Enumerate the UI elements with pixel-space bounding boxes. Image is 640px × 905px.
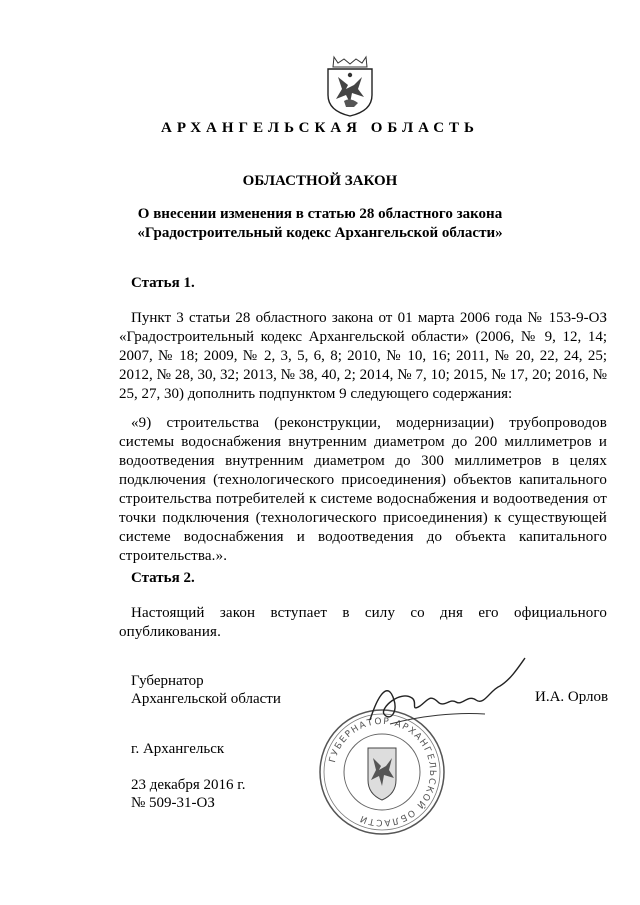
region-name: АРХАНГЕЛЬСКАЯ ОБЛАСТЬ xyxy=(161,120,479,136)
article-2-heading: Статья 2. xyxy=(131,570,195,586)
document-date-number xyxy=(131,776,246,812)
coat-of-arms-emblem-icon xyxy=(324,55,376,117)
signatory-name: И.А. Орлов xyxy=(535,689,609,705)
signatory-position xyxy=(131,672,281,708)
document-number: № 509-31-ОЗ xyxy=(131,795,215,811)
title-line-2: «Градостроительный кодекс Архангельской области» xyxy=(137,225,503,241)
position-line-1: Губернатор xyxy=(131,673,204,689)
seal-text: ГУБЕРНАТОР АРХАНГЕЛЬСКОЙ ОБЛАСТИ xyxy=(327,716,438,828)
article-1-paragraph-2: «9) строительства (реконструкции, модернизации) трубопроводов системы водоснабжения внутренним диаметром до 200 миллиметров и водоотведения внутренним диаметром до 300 миллиметров в целях подключения (технологического присоединения) объектов капитального строительства потребителей к системе водоснабжения и водоотведения от точки подключения (технологического присоединения) к существующей системе водоснабжения и водоотведения до объекта капитального строительства.». xyxy=(119,415,607,564)
article-1-heading: Статья 1. xyxy=(131,275,195,291)
title-line-1: О внесении изменения в статью 28 областного закона xyxy=(137,206,503,222)
city: г. Архангельск xyxy=(131,741,225,757)
article-2-paragraph-1: Настоящий закон вступает в силу со дня его официального опубликования. xyxy=(119,605,607,640)
document-title xyxy=(0,205,640,243)
handwritten-signature-icon xyxy=(360,650,530,735)
article-1-paragraph-1: Пункт 3 статьи 28 областного закона от 01 марта 2006 года № 153-9-ОЗ «Градостроительный кодекс Архангельской области» (2006, № 9, 12, 14; 2007, № 18; 2009, № 2, 3, 5, 6, 8; 2010, № 10, 16; 2011, № 20, 22, 24, 25; 2012, № 28, 30, 32; 2013, № 38, 40, 2; 2014, № 7, 10; 2015, № 17, 20; 2016, № 25, 27, 30) дополнить подпунктом 9 следующего содержания: xyxy=(119,310,607,402)
document-type: ОБЛАСТНОЙ ЗАКОН xyxy=(242,173,398,189)
document-date: 23 декабря 2016 г. xyxy=(131,777,246,793)
position-line-2: Архангельской области xyxy=(131,691,281,707)
